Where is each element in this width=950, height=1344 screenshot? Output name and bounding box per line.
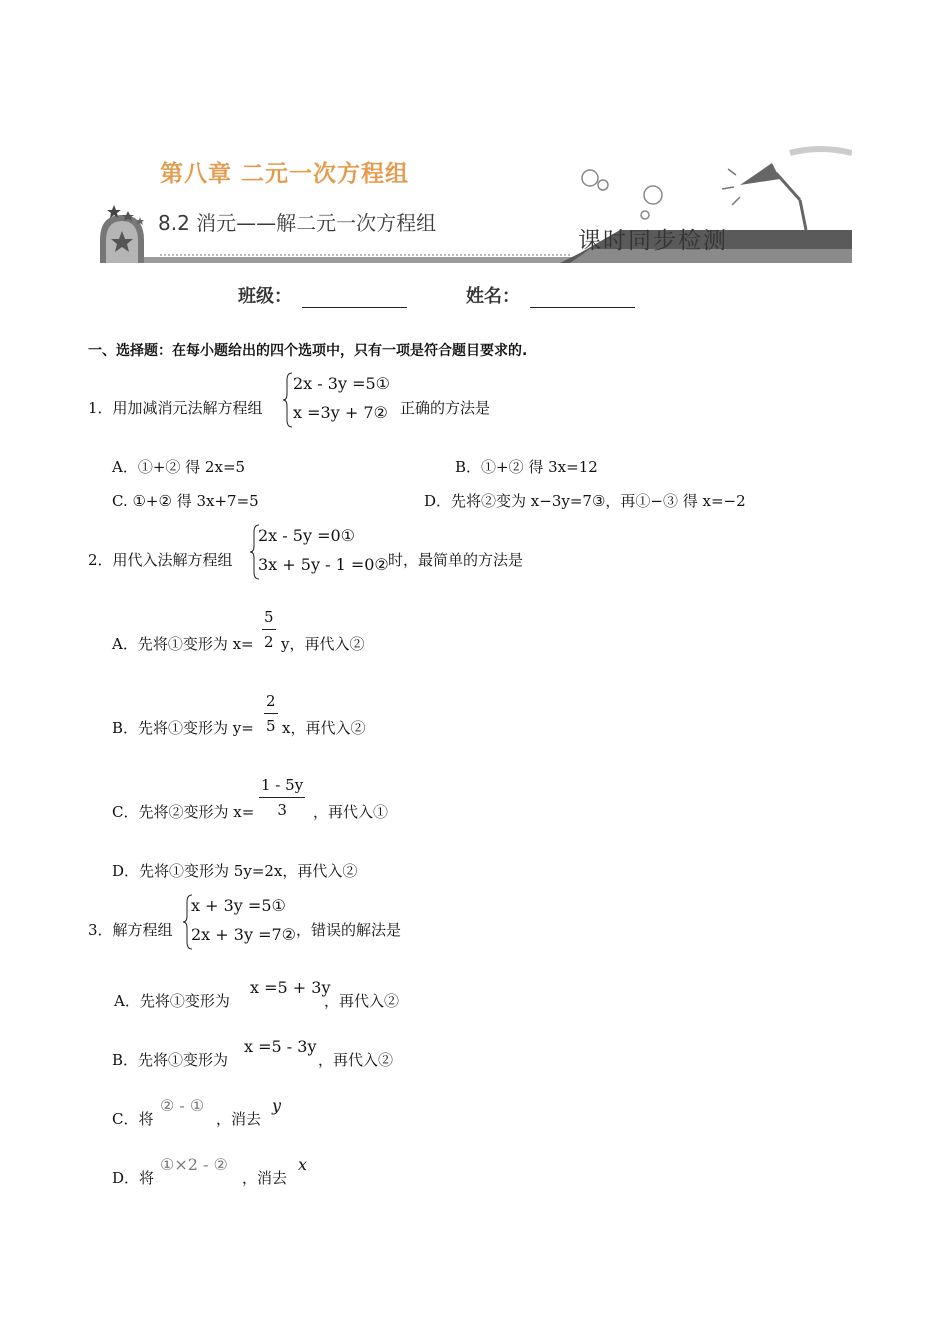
q2-stem: 2．用代入法解方程组 <box>88 551 233 569</box>
q2-c-numerator: 1 - 5y <box>259 776 305 798</box>
class-field[interactable] <box>238 282 407 308</box>
q1-equation-system <box>283 372 403 430</box>
q2-c-fraction <box>259 776 305 819</box>
q3-d-variable: x <box>298 1155 308 1174</box>
q3-stem: 3．解方程组 <box>88 921 173 939</box>
q3-option-a[interactable]: A．先将①变形为 <box>114 992 230 1010</box>
chapter-title: 第八章 二元一次方程组 <box>160 161 410 187</box>
name-blank[interactable] <box>530 287 635 308</box>
q3-stem-suffix: ，错误的解法是 <box>296 921 402 939</box>
q2-option-a-tail: y，再代入② <box>281 635 365 653</box>
q3-d-expression: ①×2 - ② <box>160 1155 228 1174</box>
q2-b-denominator: 5 <box>266 717 276 735</box>
q2-b-numerator: 2 <box>264 692 278 714</box>
q2-option-b[interactable]: B．先将①变形为 y= <box>112 719 254 737</box>
q2-option-c-tail: ，再代入① <box>313 803 389 821</box>
q2-a-numerator: 5 <box>262 608 276 630</box>
q1-stem-suffix: 正确的方法是 <box>400 399 491 417</box>
q3-option-d-tail: ，消去 <box>242 1169 288 1187</box>
q2-a-fraction <box>262 608 276 651</box>
q1-option-c[interactable]: C. ①+② 得 3x+7=5 <box>112 492 259 510</box>
q3-option-c-tail: ，消去 <box>216 1110 262 1128</box>
q1-option-d[interactable]: D．先将②变为 x−3y=7③，再①−③ 得 x=−2 <box>424 492 746 510</box>
q2-option-d[interactable]: D．先将①变形为 5y=2x，再代入② <box>112 862 358 880</box>
class-blank[interactable] <box>302 287 407 308</box>
q2-option-c[interactable]: C．先将②变形为 x= <box>112 803 255 821</box>
q3-c-variable: y <box>272 1096 282 1115</box>
q3-option-c[interactable]: C．将 <box>112 1110 154 1128</box>
q3-option-a-tail: ，再代入② <box>324 992 400 1010</box>
q3-a-expression: x =5 + 3y <box>250 978 331 997</box>
q2-stem-suffix: 时，最简单的方法是 <box>388 551 524 569</box>
sync-test-stamp: 课时同步检测 <box>578 228 728 254</box>
section-title: 8.2 消元——解二元一次方程组 <box>158 211 437 235</box>
q2-eq2: 3x + 5y - 1 =0② <box>258 555 389 574</box>
q3-option-b[interactable]: B．先将①变形为 <box>112 1051 229 1069</box>
q3-c-expression: ② - ① <box>160 1096 205 1115</box>
q3-option-b-tail: ，再代入② <box>318 1051 394 1069</box>
q3-eq1: x + 3y =5① <box>191 896 286 915</box>
q2-c-denominator: 3 <box>277 801 287 819</box>
q1-option-a[interactable]: A．①+② 得 2x=5 <box>112 458 246 476</box>
q2-eq1: 2x - 5y =0① <box>258 526 356 545</box>
q1-stem: 1．用加减消元法解方程组 <box>88 399 263 417</box>
name-field[interactable] <box>466 282 635 308</box>
name-label: 姓名： <box>466 286 520 307</box>
q1-eq1: 2x - 3y =5① <box>293 374 391 393</box>
q1-option-b[interactable]: B．①+② 得 3x=12 <box>455 458 598 476</box>
q3-equation-system <box>183 894 313 952</box>
q3-option-d[interactable]: D．将 <box>112 1169 155 1187</box>
q2-option-a[interactable]: A．先将①变形为 x= <box>112 635 254 653</box>
q1-eq2: x =3y + 7② <box>293 403 388 422</box>
class-label: 班级： <box>238 286 292 307</box>
q3-b-expression: x =5 - 3y <box>244 1037 317 1056</box>
q2-b-fraction <box>264 692 278 735</box>
q2-option-b-tail: x，再代入② <box>282 719 366 737</box>
q2-a-denominator: 2 <box>264 633 274 651</box>
q3-eq2: 2x + 3y =7② <box>191 925 297 944</box>
left-brace-icon <box>283 372 293 428</box>
q2-equation-system <box>250 524 390 582</box>
section-heading: 一、选择题：在每小题给出的四个选项中，只有一项是符合题目要求的. <box>88 343 528 359</box>
